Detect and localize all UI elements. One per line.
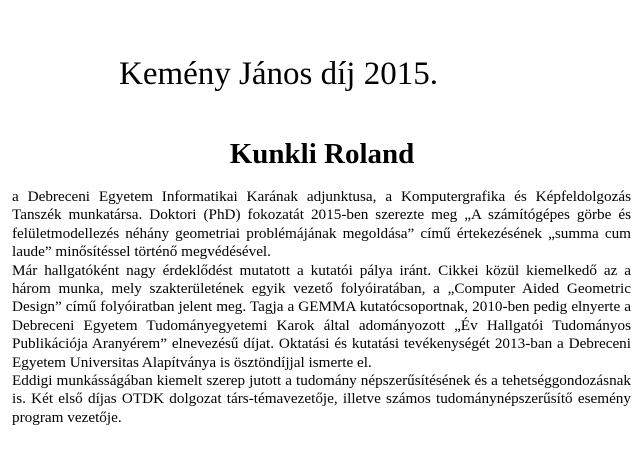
awardee-name: Kunkli Roland: [229, 138, 415, 170]
document-body: [12, 188, 631, 427]
paragraph-position: a Debreceni Egyetem Informatikai Karának adjunktusa, a Komputergrafika és Képfeldolgozás Tanszék munkatársa. Doktori (PhD) fokozatát 2015-ben szerezte meg „A számítógépes görbe és felületmodellezés néhány geometriai problémájának megoldása” című értekezésének „summa cum laude” minősítéssel történő megvédésével.: [12, 188, 631, 261]
paragraph-research: Már hallgatóként nagy érdeklődést mutatott a kutatói pálya iránt. Cikkei közül kiemelkedő az a három munka, mely szakterületének egyik vezető folyóiratában, a „Computer Aided Geometric Design” című folyóiratban jelent meg. Tagja a GEMMA kutatócsoportnak, 2010-ben pedig elnyerte a Debreceni Egyetem Tudományegyetemi Karok által adományozott „Év Hallgatói Tudományos Publikációja Aranyérem” elnevezésű díjat. Oktatási és kutatási tevékenységét 2013-ban a Debreceni Egyetem Universitas Alapítványa is ösztöndíjjal ismerte el.: [12, 261, 631, 371]
award-title: Kemény János díj 2015.: [119, 56, 438, 92]
paragraph-outreach: Eddigi munkásságában kiemelt szerep jutott a tudomány népszerűsítésének és a tehetséggondozásnak is. Két első díjas OTDK dolgozat társ-témavezetője, illetve számos tudománynépszerűsítő esemény program vezetője.: [12, 372, 631, 426]
